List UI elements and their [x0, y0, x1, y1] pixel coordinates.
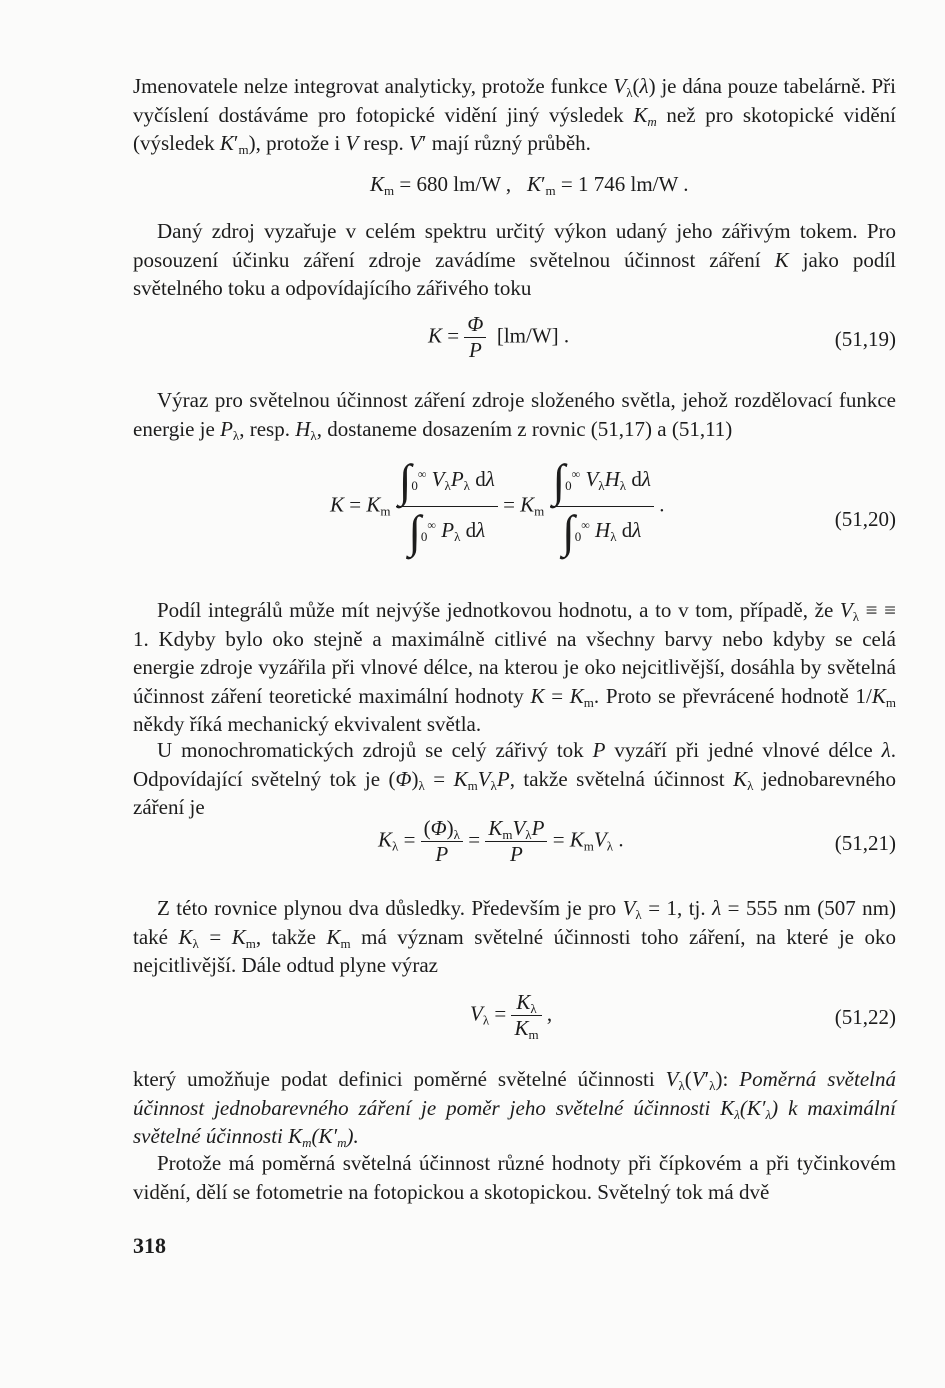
paragraph-2: Daný zdroj vyzařuje v celém spektru určitý výkon udaný jeho zářivým tokem. Pro posouzení účinku záření zdroje zavádíme světelnou účinnost záření K jako podíl světelného toku a odpovídajícího zářivého toku — [133, 219, 897, 300]
paragraph-4: Podíl integrálů může mít nejvýše jednotkovou hodnotu, a to v tom, případě, že $V_\lambda$ ≡ ≡ 1. Kdyby bylo oko stejně a maximálně citlivé na všechny barvy nebo kdyby se celá energie zdroje vyzářila při vlnové délce, na kterou je oko nejcitlivější, dosáhla by světelná účinnost záření teoretické maximální hodnoty $K = K_m$. Proto se převrácené hodnotě $1/K_m$ někdy říká mechanický ekvivalent světla. — [133, 598, 897, 736]
equation-number-51-21: (51,21) — [834, 831, 896, 855]
page-number: 318 — [133, 1233, 166, 1258]
paragraph-6: Z této rovnice plynou dva důsledky. Především je pro $V_\lambda = 1$, tj. λ = 555 nm (507 nm) také $K_\lambda = K_m$, takže $K_m$ má význam světelné účinnosti toho záření, na které je oko nejcitlivější. Dále odtud plyne výraz — [133, 896, 897, 977]
km-values-formula: $K_m = 680$ lm/W , $K'_m = 1$ 746 lm/W . — [370, 172, 689, 198]
paragraph-3: Výraz pro světelnou účinnost záření zdroje složeného světla, jehož rozdělovací funkce energie je $P_\lambda$, resp. $H_\lambda$, dostaneme dosazením z rovnic (51,17) a (51,11) — [133, 388, 896, 443]
paragraph-5: U monochromatických zdrojů se celý zářivý tok P vyzáří při jedné vlnové délce λ. Odpovídající světelný tok je $(\Phi)_\lambda = K_mV_\lambda P$, takže světelná účinnost $K_\lambda$ jednobarevného záření je — [133, 738, 897, 819]
equation-number-51-20: (51,20) — [834, 507, 896, 531]
equation-51-22: $V_\lambda$ = $\frac{K_\lambda}{K_m}$ , — [470, 990, 553, 1042]
equation-51-21: $K_\lambda$ = $\frac{(\Phi)_\lambda}{P}$ = $\frac{K_mV_\lambda P}{P}$ = $K_mV_\lambda$ . — [378, 816, 624, 866]
equation-51-19: K = $\frac{\Phi}{P}$ [lm/W] . — [428, 312, 570, 362]
paragraph-8: Protože má poměrná světelná účinnost různé hodnoty při čípkovém a při tyčinkovém vidění, dělí se fotometrie na fotopickou a skotopickou. Světelný tok má dvě — [133, 1151, 896, 1204]
paragraph-7: který umožňuje podat definici poměrné světelné účinnosti $V_\lambda(V'_\lambda)$: Poměrná světelná účinnost jednobarevného záření je poměr jeho světelné účinnosti $K_\lambda(K'_\lambda)$ k maximální světelné účinnosti $K_m(K'_m)$. — [133, 1067, 896, 1150]
paragraph-1: Jmenovatele nelze integrovat analyticky, protože funkce $V_\lambda(\lambda)$ je dána pouze tabelárně. Při vyčíslení dostáváme pro fotopické vidění jiný výsledek $K_m$ než pro skotopické vidění (výsledek $K'_m$), protože i V resp. V′ mají různý průběh. — [133, 74, 896, 157]
equation-number-51-22: (51,22) — [834, 1005, 896, 1029]
equation-number-51-19: (51,19) — [834, 327, 896, 351]
equation-51-20: $K = K_m$ $\frac{\int_0^\infty V_\lambda P_\lambda d\lambda}{\int_0^\infty P_\lambda d\lambda}$ = $K_m$ $\frac{\int_0^\infty V_\lambda H_\lambda d\lambda}{\int_0^\infty H_\lambda d\lambda}$ . — [330, 455, 665, 557]
